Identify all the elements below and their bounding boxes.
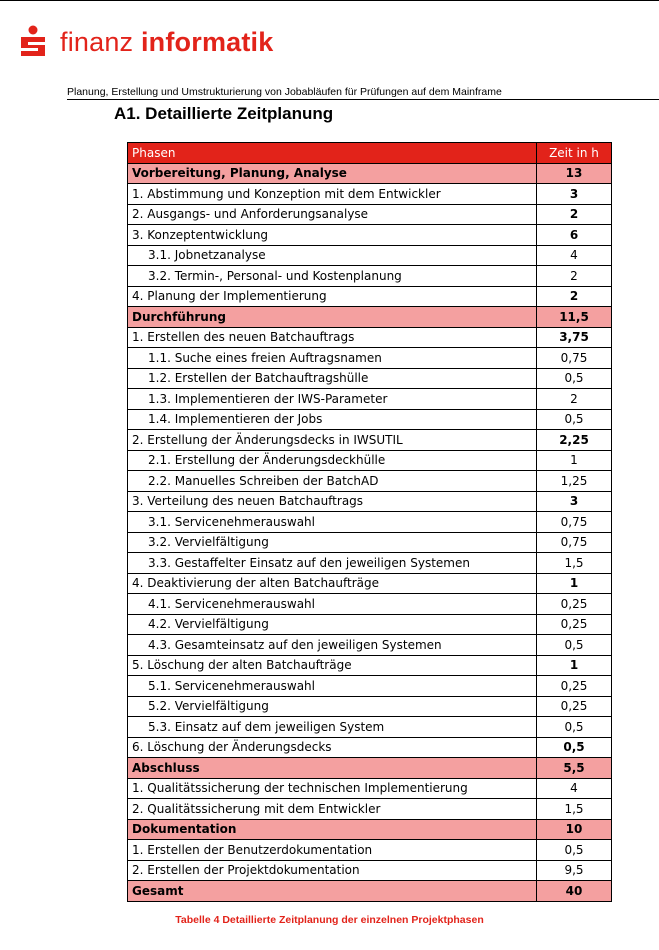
table-row: [128, 860, 612, 881]
table-header-row: [128, 143, 612, 164]
task-cell: 2.2. Manuelles Schreiben der BatchAD: [128, 471, 537, 492]
task-cell: 5.3. Einsatz auf dem jeweiligen System: [128, 717, 537, 738]
brand-name: [60, 27, 273, 58]
task-cell: 6. Löschung der Änderungsdecks: [128, 737, 537, 758]
document-header: Planung, Erstellung und Umstrukturierung von Jobabläufen für Prüfungen auf dem Mainframe: [67, 86, 659, 100]
table-row: [128, 512, 612, 533]
table-row: [128, 594, 612, 615]
time-cell: 2: [537, 389, 612, 410]
task-cell: 3.1. Jobnetzanalyse: [128, 245, 537, 266]
time-cell: 3: [537, 184, 612, 205]
time-cell: 0,5: [537, 840, 612, 861]
time-cell: 10: [537, 819, 612, 840]
time-cell: 0,5: [537, 635, 612, 656]
task-cell: 3. Konzeptentwicklung: [128, 225, 537, 246]
time-plan-table: [127, 142, 612, 902]
task-cell: 1. Erstellen des neuen Batchauftrags: [128, 327, 537, 348]
table-row: [128, 635, 612, 656]
time-cell: 3: [537, 491, 612, 512]
table-row: [128, 491, 612, 512]
task-cell: 4. Planung der Implementierung: [128, 286, 537, 307]
task-cell: 4.1. Servicenehmerauswahl: [128, 594, 537, 615]
task-cell: 5. Löschung der alten Batchaufträge: [128, 655, 537, 676]
time-cell: 1: [537, 655, 612, 676]
task-cell: Gesamt: [128, 881, 537, 902]
time-cell: 0,25: [537, 696, 612, 717]
task-cell: 2. Erstellen der Projektdokumentation: [128, 860, 537, 881]
table-caption: Tabelle 4 Detaillierte Zeitplanung der einzelnen Projektphasen: [175, 914, 484, 926]
time-cell: 2: [537, 204, 612, 225]
top-rule: [0, 0, 659, 1]
time-cell: 0,5: [537, 717, 612, 738]
task-cell: 2. Ausgangs- und Anforderungsanalyse: [128, 204, 537, 225]
table-row: [128, 184, 612, 205]
task-cell: 3.2. Vervielfältigung: [128, 532, 537, 553]
time-cell: 0,25: [537, 594, 612, 615]
time-cell: 1,25: [537, 471, 612, 492]
task-cell: 3.3. Gestaffelter Einsatz auf den jeweiligen Systemen: [128, 553, 537, 574]
time-cell: 1,5: [537, 553, 612, 574]
time-cell: 11,5: [537, 307, 612, 328]
task-cell: 2.1. Erstellung der Änderungsdeckhülle: [128, 450, 537, 471]
task-cell: 1. Abstimmung und Konzeption mit dem Entwickler: [128, 184, 537, 205]
time-cell: 4: [537, 245, 612, 266]
total-row: [128, 881, 612, 902]
time-cell: 1: [537, 573, 612, 594]
table-row: [128, 840, 612, 861]
task-cell: 4.3. Gesamteinsatz auf den jeweiligen Systemen: [128, 635, 537, 656]
time-cell: 0,75: [537, 512, 612, 533]
task-cell: 2. Qualitätssicherung mit dem Entwickler: [128, 799, 537, 820]
table-row: [128, 553, 612, 574]
task-cell: Vorbereitung, Planung, Analyse: [128, 163, 537, 184]
brand-name-light: finanz: [60, 26, 134, 57]
task-cell: 3. Verteilung des neuen Batchauftrags: [128, 491, 537, 512]
table-row: [128, 245, 612, 266]
task-cell: 5.1. Servicenehmerauswahl: [128, 676, 537, 697]
time-cell: 5,5: [537, 758, 612, 779]
time-cell: 2,25: [537, 430, 612, 451]
time-cell: 2: [537, 266, 612, 287]
table-row: [128, 389, 612, 410]
table-row: [128, 225, 612, 246]
table-row: [128, 614, 612, 635]
section-title: A1. Detaillierte Zeitplanung: [114, 104, 334, 123]
time-cell: 0,75: [537, 532, 612, 553]
time-cell: 0,5: [537, 409, 612, 430]
phase-row: [128, 307, 612, 328]
time-cell: 9,5: [537, 860, 612, 881]
sparkasse-s-icon: [18, 25, 48, 59]
table-row: [128, 676, 612, 697]
task-cell: 1. Qualitätssicherung der technischen Implementierung: [128, 778, 537, 799]
table-row: [128, 532, 612, 553]
table-row: [128, 717, 612, 738]
task-cell: 4.2. Vervielfältigung: [128, 614, 537, 635]
time-cell: 1,5: [537, 799, 612, 820]
task-cell: 1. Erstellen der Benutzerdokumentation: [128, 840, 537, 861]
table-row: [128, 737, 612, 758]
task-cell: 5.2. Vervielfältigung: [128, 696, 537, 717]
time-cell: 6: [537, 225, 612, 246]
task-cell: Durchführung: [128, 307, 537, 328]
table-row: [128, 450, 612, 471]
time-cell: 2: [537, 286, 612, 307]
table-row: [128, 348, 612, 369]
brand-logo: [18, 22, 273, 62]
table-row: [128, 778, 612, 799]
task-cell: Abschluss: [128, 758, 537, 779]
task-cell: 1.2. Erstellen der Batchauftragshülle: [128, 368, 537, 389]
task-cell: 1.1. Suche eines freien Auftragsnamen: [128, 348, 537, 369]
table-row: [128, 696, 612, 717]
time-cell: 1: [537, 450, 612, 471]
task-cell: Dokumentation: [128, 819, 537, 840]
time-cell: 0,75: [537, 348, 612, 369]
column-header-phases: Phasen: [128, 143, 537, 164]
column-header-time: Zeit in h: [537, 143, 612, 164]
phase-row: [128, 819, 612, 840]
table-row: [128, 655, 612, 676]
table-row: [128, 204, 612, 225]
table-row: [128, 286, 612, 307]
table-row: [128, 430, 612, 451]
phase-row: [128, 758, 612, 779]
task-cell: 4. Deaktivierung der alten Batchaufträge: [128, 573, 537, 594]
time-cell: 0,25: [537, 614, 612, 635]
time-cell: 0,5: [537, 368, 612, 389]
task-cell: 3.1. Servicenehmerauswahl: [128, 512, 537, 533]
brand-name-bold: informatik: [140, 26, 274, 57]
task-cell: 2. Erstellung der Änderungsdecks in IWSUTIL: [128, 430, 537, 451]
time-cell: 4: [537, 778, 612, 799]
task-cell: 3.2. Termin-, Personal- und Kostenplanung: [128, 266, 537, 287]
time-cell: 0,25: [537, 676, 612, 697]
table-row: [128, 799, 612, 820]
time-cell: 13: [537, 163, 612, 184]
table-row: [128, 327, 612, 348]
phase-row: [128, 163, 612, 184]
time-cell: 0,5: [537, 737, 612, 758]
task-cell: 1.4. Implementieren der Jobs: [128, 409, 537, 430]
task-cell: 1.3. Implementieren der IWS-Parameter: [128, 389, 537, 410]
table-row: [128, 409, 612, 430]
table-row: [128, 368, 612, 389]
time-cell: 3,75: [537, 327, 612, 348]
table-row: [128, 471, 612, 492]
table-row: [128, 266, 612, 287]
time-cell: 40: [537, 881, 612, 902]
table-row: [128, 573, 612, 594]
